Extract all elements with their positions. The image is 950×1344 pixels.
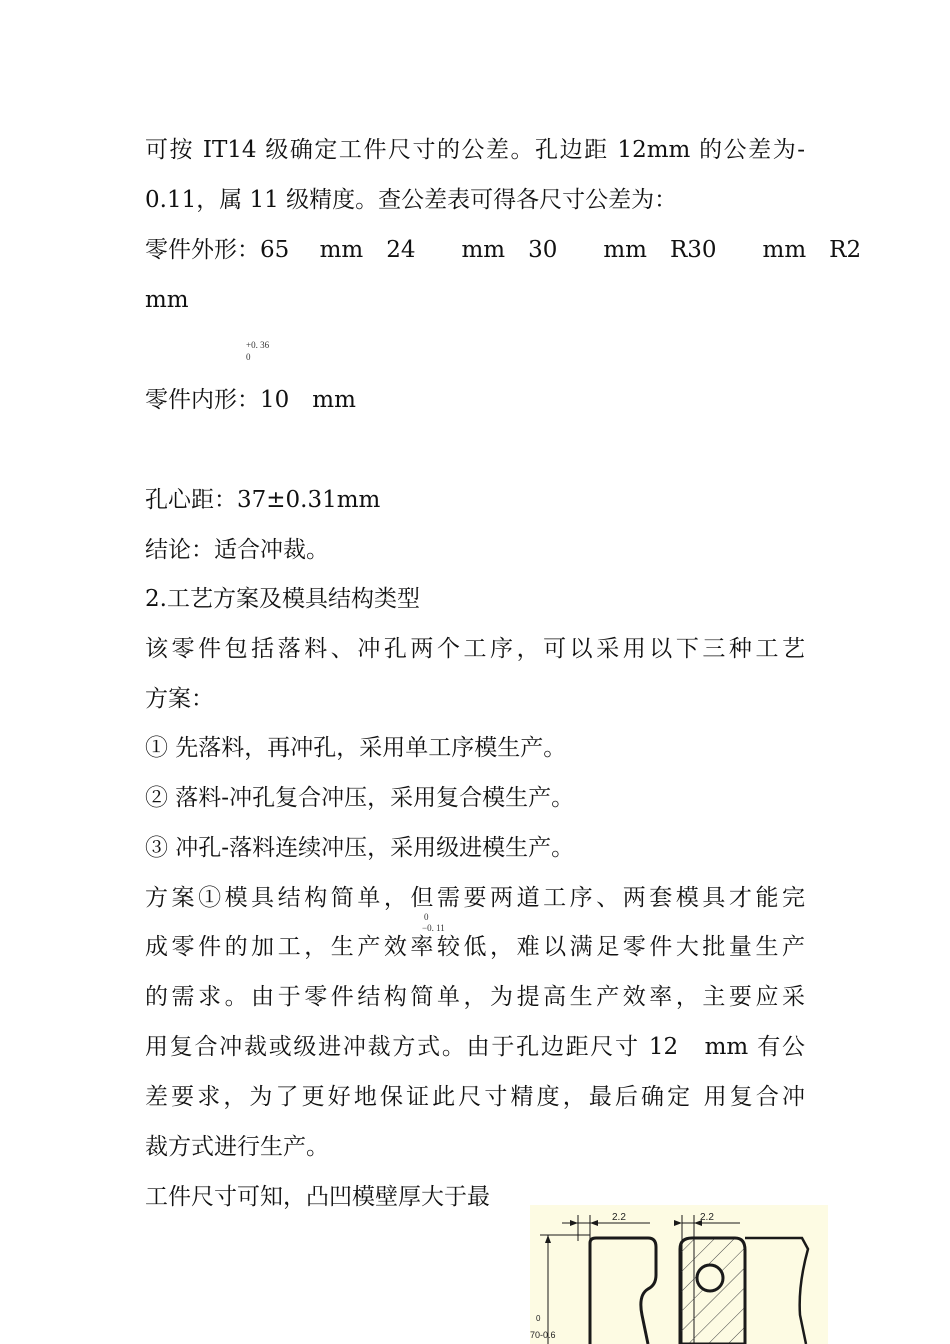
- dim-vertical-top-label: 0: [536, 1314, 541, 1323]
- dim-right-label: 2.2: [700, 1212, 714, 1223]
- list-item: ① 先落料，再冲孔，采用单工序模生产。: [145, 735, 567, 761]
- paragraph-line: 孔心距：37±0.31mm: [145, 487, 381, 513]
- paragraph-line: 零件内形：10 mm: [145, 387, 356, 413]
- paragraph-line: 可按 IT14 级确定工件尺寸的公差。孔边距 12mm 的公差为-: [145, 137, 805, 163]
- dim-vertical-label: 70-0.6: [530, 1330, 556, 1340]
- tolerance-upper: +0. 36: [246, 340, 270, 350]
- paragraph-line: 零件外形：65 mm 24 mm 30 mm R30 mm R2: [145, 237, 862, 263]
- paragraph-line: 差要求，为了更好地保证此尺寸精度，最后确定 用复合冲: [145, 1084, 805, 1110]
- paragraph-line: 成零件的加工，生产效率较低，难以满足零件大批量生产: [145, 934, 805, 960]
- list-item: ③ 冲孔-落料连续冲压，采用级进模生产。: [145, 835, 575, 861]
- dim-left-label: 2.2: [612, 1212, 626, 1223]
- tolerance-upper: 0: [424, 912, 429, 922]
- paragraph-line: 的需求。由于零件结构简单，为提高生产效率，主要应采: [145, 984, 805, 1010]
- tolerance-lower: −0. 11: [422, 923, 445, 933]
- paragraph-line: 0.11，属 11 级精度。查公差表可得各尺寸公差为：: [145, 187, 678, 213]
- tolerance-lower: 0: [246, 352, 251, 362]
- paragraph-line: 结论：适合冲裁。: [145, 537, 329, 563]
- die-drawing-figure: [530, 1205, 828, 1344]
- section-heading: 2.工艺方案及模具结构类型: [145, 586, 420, 612]
- paragraph-line: 用复合冲裁或级进冲裁方式。由于孔边距尺寸 12 mm 有公: [145, 1034, 805, 1060]
- paragraph-line: 方案①模具结构简单，但需要两道工序、两套模具才能完: [145, 885, 805, 911]
- paragraph-line: 该零件包括落料、冲孔两个工序，可以采用以下三种工艺: [145, 636, 805, 662]
- paragraph-line: 方案：: [145, 686, 214, 712]
- list-item: ② 落料-冲孔复合冲压，采用复合模生产。: [145, 785, 575, 811]
- paragraph-line: 裁方式进行生产。: [145, 1134, 329, 1160]
- paragraph-line: mm: [145, 287, 189, 313]
- paragraph-line: 工件尺寸可知，凸凹模壁厚大于最: [145, 1184, 490, 1210]
